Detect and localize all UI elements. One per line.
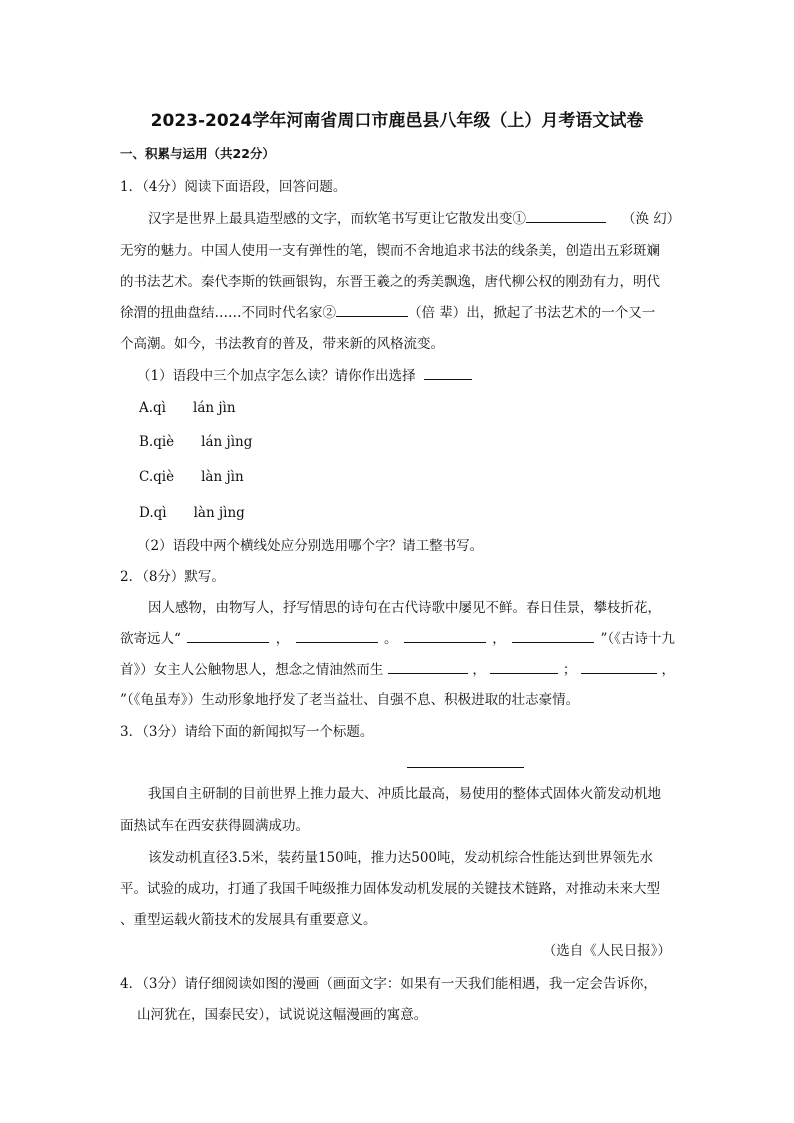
punct: ；: [562, 662, 577, 678]
q1-sub1-text: （1）语段中三个加点字怎么读？请你作出选择: [137, 368, 416, 384]
q2-line2: [120, 630, 675, 648]
q2-stem: 2．（8分）默写。: [120, 569, 225, 585]
fill-blank[interactable]: [512, 630, 594, 643]
option-a[interactable]: A.qì lán jìn: [139, 400, 236, 416]
q3-stem: 3．（3分）请给下面的新闻拟写一个标题。: [120, 724, 374, 740]
q2-line3: [120, 661, 675, 679]
title-answer-line[interactable]: [407, 767, 524, 768]
punct: ，: [275, 631, 290, 647]
q2-text: 首》）女主人公触物思人，想念之情油然而生: [120, 662, 384, 678]
punct: 。: [383, 631, 398, 647]
option-c[interactable]: C.qiè làn jìn: [139, 469, 244, 485]
answer-blank[interactable]: [424, 367, 472, 380]
q1-stem: 1．（4分）阅读下面语段，回答问题。: [120, 179, 347, 195]
q1-hint-2: （倍 辈）出，掀起了书法艺术的一个又一: [408, 305, 656, 321]
q1-para-text: 徐渭的扭曲盘结……不同时代名家②: [120, 305, 336, 321]
section-heading: 一、积累与运用（共22分）: [120, 146, 275, 161]
q3-para2-line2: 平。试验的成功，打通了我国千吨级推力固体发动机发展的关键技术链路，对推动未来大型: [120, 881, 660, 897]
q1-para-line4: [120, 304, 655, 322]
q4-stem-line2: 山河犹在，国泰民安），试说说这幅漫画的寓意。: [137, 1007, 428, 1023]
q1-sub1: [137, 367, 472, 385]
option-d[interactable]: D.qì làn jìng: [139, 505, 245, 521]
punct: ，: [661, 662, 675, 678]
option-b[interactable]: B.qiè lán jìng: [139, 434, 253, 450]
q1-para-line5: 个高潮。如今，书法教育的普及，带来新的风格流变。: [120, 336, 444, 352]
q1-hint-1: （涣 幻）: [622, 211, 681, 227]
q4-stem: 4．（3分）请仔细阅读如图的漫画（画面文字：如果有一天我们能相遇，我一定会告诉你，: [120, 976, 657, 992]
q1-para-line3: 的书法艺术。秦代李斯的铁画银钩，东晋王羲之的秀美飘逸，唐代柳公权的刚劲有力，明代: [120, 274, 660, 290]
q3-para1-line2: 面热试车在西安获得圆满成功。: [120, 818, 309, 834]
q3-para2-line1: 该发动机直径3.5米，装药量150吨，推力达500吨，发动机综合性能达到世界领先水: [148, 850, 654, 866]
fill-blank[interactable]: [581, 661, 657, 674]
page-title: 2023-2024学年河南省周口市鹿邑县八年级（上）月考语文试卷: [150, 111, 644, 131]
q2-line1: 因人感物，由物写人，抒写情思的诗句在古代诗歌中屡见不鲜。春日佳景，攀枝折花，: [148, 600, 661, 616]
q2-line4: ”（《龟虽寿》）生动形象地抒发了老当益壮、自强不息、积极进取的壮志豪情。: [120, 692, 580, 708]
q1-sub2: （2）语段中两个横线处应分别选用哪个字？请工整书写。: [137, 538, 484, 554]
fill-blank[interactable]: [388, 661, 468, 674]
q2-text: ”（《古诗十九: [600, 631, 675, 647]
q3-para1-line1: 我国自主研制的目前世界上推力最大、冲质比最高，易使用的整体式固体火箭发动机地: [148, 786, 661, 802]
q3-source: （选自《人民日报》）: [542, 943, 671, 959]
punct: ，: [492, 631, 506, 647]
fill-blank[interactable]: [404, 630, 486, 643]
fill-blank[interactable]: [187, 630, 269, 643]
fill-blank[interactable]: [490, 661, 558, 674]
q1-para-line1: [148, 210, 606, 228]
q2-text: 欲寄远人“: [120, 631, 181, 647]
q1-para-line2: 无穷的魅力。中国人使用一支有弹性的笔，锲而不舍地追求书法的线条美，创造出五彩斑斓: [120, 243, 660, 259]
q1-para-text: 汉字是世界上最具造型感的文字，而软笔书写更让它散发出变①: [148, 211, 526, 227]
punct: ，: [472, 662, 486, 678]
fill-blank[interactable]: [296, 630, 378, 643]
q3-para2-line3: 、重型运载火箭技术的发展具有重要意义。: [120, 912, 377, 928]
fill-blank-2[interactable]: [336, 304, 408, 317]
fill-blank-1[interactable]: [526, 210, 606, 223]
